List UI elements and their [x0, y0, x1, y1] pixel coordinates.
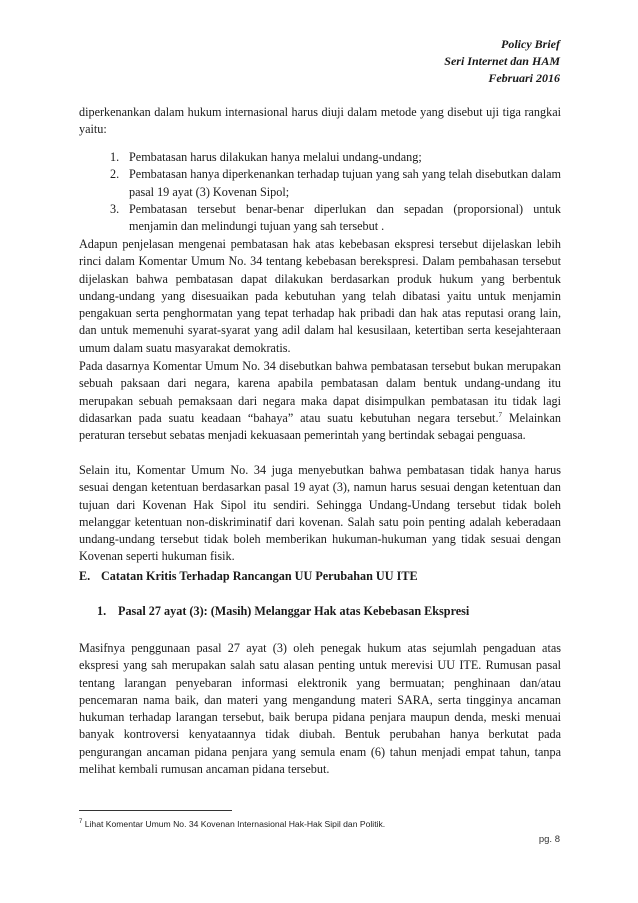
paragraph-adapun: Adapun penjelasan mengenai pembatasan hak atas kebebasan ekspresi tersebut dijelaskan lebih rinci dalam Komentar Umum No. 34 tentang kebebasan berekspresi. Dalam pembahasan tersebut dijelaskan bahwa pembatasan dapat dilakukan berdasarkan produk hukum yang berbentuk undang-undang yang disesuaikan pada kebutuhan yang telah dibatasi yaitu untuk menjamin pengakuan serta penghormatan yang tepat terhadap hak pribadi dan hak atas reputasi orang lain, dan untuk memenuhi syarat-syarat yang adil dalam hal kesusilaan, ketertiban serta kesejahteraan umum dalam suatu masyarakat demokratis.: [79, 237, 561, 355]
list-item-number: 2.: [110, 167, 120, 182]
list-item-text: Pembatasan hanya diperkenankan terhadap tujuan yang sah yang telah disebutkan dalam pasal 19 ayat (3) Kovenan Sipol;: [129, 167, 561, 199]
paragraph-text: Pada dasarnya Komentar Umum No. 34 disebutkan bahwa pembatasan tersebut bukan merupakan sebuah paksaan dari negara, karena apabila pembatasan dalam bentuk undang-undang itu merupakan sebuah pemaksaan dari negara maka dapat disimpulkan pembatasan itu tidak lagi didasarkan pada suatu keadaan “bahaya” atau suatu kebutuhan negara tersebut.: [79, 359, 561, 425]
footnote-divider: [79, 810, 232, 811]
three-part-test-list: [110, 149, 561, 235]
header-policy-brief: Policy Brief: [501, 37, 560, 51]
header-series: Seri Internet dan HAM: [444, 54, 560, 68]
footnote-ref: 7: [498, 410, 502, 419]
footnote-text: Lihat Komentar Umum No. 34 Kovenan Internasional Hak-Hak Sipil dan Politik.: [82, 819, 386, 829]
paragraph-pada-dasarnya: [79, 358, 561, 444]
paragraph-selain-itu: Selain itu, Komentar Umum No. 34 juga menyebutkan bahwa pembatasan tidak hanya harus sesuai dengan ketentuan berdasarkan pasal 19 ayat (3), namun harus sesuai dengan ketentuan dan tujuan dari Kovenan Hak Sipol itu sendiri. Sehingga Undang-Undang tersebut tidak boleh melanggar ketentuan non-diskriminatif dari kovenan. Salah satu poin penting adalah keberadaan undang-undang tersebut tidak boleh memberikan hukuman-hukuman yang tidak sesuai dengan Kovenan seperti hukuman fisik.: [79, 463, 561, 564]
section-label: E.: [79, 569, 91, 583]
footnote-number: 7: [79, 819, 83, 826]
page-number: pg. 8: [538, 834, 560, 845]
paragraph-text: Melainkan peraturan tersebut sebatas menjadi kekuasaan pemerintah yang bertindak sebagai penguasa.: [79, 410, 561, 443]
subsection-heading-1: [97, 603, 561, 620]
list-item: [110, 201, 561, 236]
list-item-text: Pembatasan tersebut benar-benar diperlukan dan sepadan (proporsional) untuk menjamin dan melindungi tujuan yang sah tersebut .: [129, 201, 561, 234]
list-item-text: Pembatasan harus dilakukan hanya melalui undang-undang;: [129, 150, 422, 164]
section-heading-e: [79, 568, 561, 585]
paragraph-masifnya: Masifnya penggunaan pasal 27 ayat (3) oleh penegak hukum atas sejumlah pengaduan atas ekspresi yang sah merupakan salah satu alasan penting untuk merevisi UU ITE. Rumusan pasal tentang larangan penyebaran informasi elektronik yang bermuatan; penghinaan dan/atau pencemaran nama baik, dan materi yang mengandung materi SARA, serta tingginya ancaman hukuman terhadap larangan tersebut, baik berupa pidana penjara maupun denda, meski menuai banyak kontroversi kenyataannya tidak diubah. Bentuk perubahan hanya berkutat pada pengurangan ancaman pidana penjara yang semula enam (6) tahun menjadi empat tahun, tanpa melihat kembali rumusan ancaman pidana tersebut.: [79, 641, 561, 777]
header-date: Februari 2016: [488, 71, 560, 85]
section-title: Catatan Kritis Terhadap Rancangan UU Perubahan UU ITE: [101, 569, 418, 583]
list-item: [110, 166, 561, 201]
list-item-number: 3.: [110, 201, 120, 216]
footnote: [79, 818, 385, 830]
subsection-label: 1.: [97, 604, 107, 618]
subsection-title: Pasal 27 ayat (3): (Masih) Melanggar Hak atas Kebebasan Ekspresi: [118, 604, 470, 618]
list-item-number: 1.: [110, 150, 120, 164]
list-item: [110, 149, 561, 166]
intro-paragraph: diperkenankan dalam hukum internasional harus diuji dalam metode yang disebut uji tiga rangkai yaitu:: [79, 105, 561, 137]
document-header: [444, 36, 560, 87]
